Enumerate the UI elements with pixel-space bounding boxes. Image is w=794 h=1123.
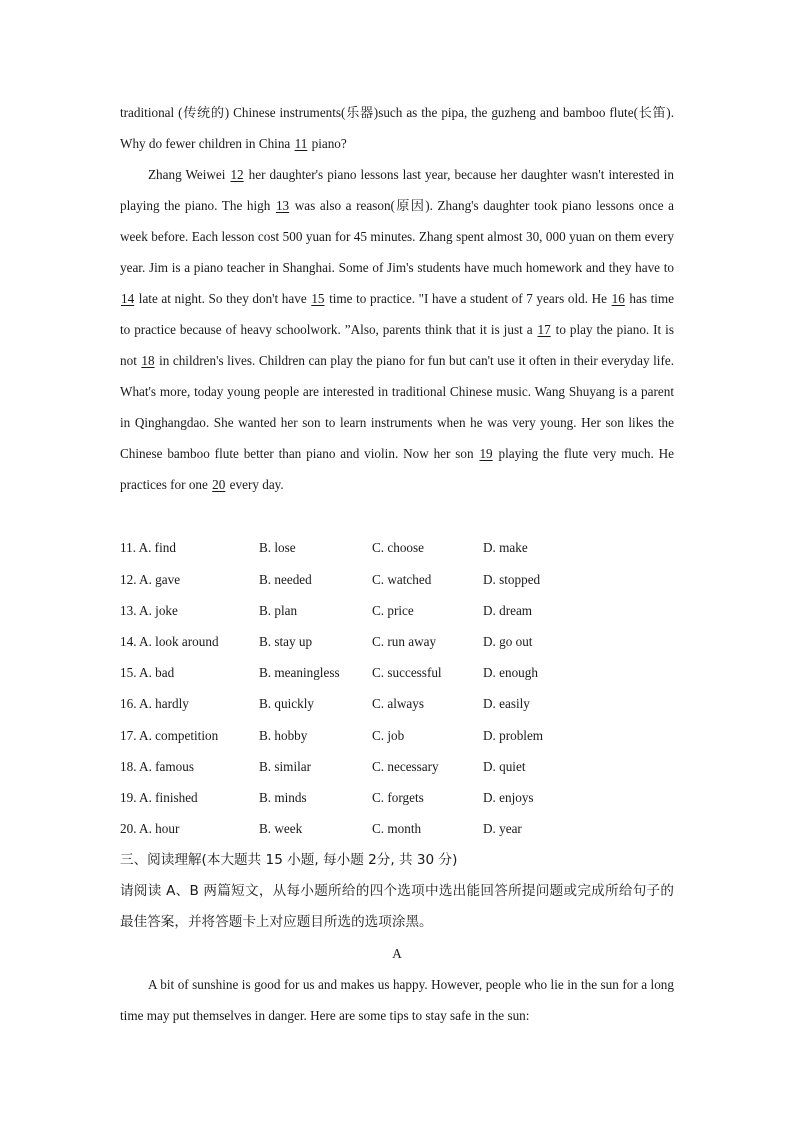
passage-text: playing the flute very much. He practices for one — [120, 446, 674, 492]
passage-text: time to practice. "I have a student of 7 years old. He — [325, 291, 611, 306]
option-a: 15. A. bad — [120, 665, 175, 680]
passage-text: her daughter's piano lessons last year, because her daughter wasn't interested in playing the piano. The high — [120, 167, 674, 213]
passage-text: Zhang Weiwei — [148, 167, 230, 182]
passage-text: every day. — [226, 477, 284, 492]
option-b: B. hobby — [259, 728, 308, 743]
blank-20: 20 — [212, 477, 226, 492]
option-a: 20. A. hour — [120, 821, 180, 836]
section-instruction: 请阅读 A、B 两篇短文，从每小题所给的四个选项中选出能回答所提问题或完成所给句子的最佳答案，并将答题卡上对应题目所选的选项涂黑。 — [120, 883, 674, 930]
option-a: 12. A. gave — [120, 572, 181, 587]
option-c: C. price — [372, 603, 414, 618]
option-b: B. lose — [259, 540, 296, 555]
question-row — [120, 728, 674, 748]
option-b: B. minds — [259, 790, 307, 805]
option-d: D. enough — [483, 665, 538, 680]
passage-text: in children's lives. Children can play the piano for fun but can't use it often in their everyday life. What's more, today young people are interested in traditional Chinese music. Wang Shuyang is a parent in Qinghangdao. She wanted her son to learn instruments when he was very young. Her son likes the Chinese bamboo flute better than piano and violin. Now her son — [120, 353, 674, 461]
option-d: D. stopped — [483, 572, 541, 587]
question-row — [120, 696, 674, 716]
passage-label: A — [392, 946, 402, 961]
option-c: C. run away — [372, 634, 437, 649]
option-a: 19. A. finished — [120, 790, 198, 805]
blank-17: 17 — [537, 322, 551, 337]
question-row — [120, 572, 674, 592]
option-a: 16. A. hardly — [120, 696, 189, 711]
option-d: D. quiet — [483, 759, 526, 774]
question-row — [120, 634, 674, 654]
option-d: D. problem — [483, 728, 544, 743]
option-d: D. year — [483, 821, 522, 836]
blank-13: 13 — [275, 198, 290, 213]
option-c: C. watched — [372, 572, 432, 587]
passage-text: piano? — [308, 136, 347, 151]
option-c: C. successful — [372, 665, 442, 680]
blank-16: 16 — [611, 291, 625, 306]
question-row — [120, 540, 674, 560]
passage-text: has time to practice because of heavy schoolwork. ”Also, parents think that it is just a — [120, 291, 675, 337]
passage-text: traditional (传统的) Chinese instruments(乐器)such as the pipa, the guzheng and bamboo flute(长笛). Why do fewer children in China — [120, 105, 674, 151]
option-c: C. always — [372, 696, 425, 711]
option-b: B. quickly — [259, 696, 314, 711]
option-c: C. month — [372, 821, 422, 836]
question-row — [120, 665, 674, 685]
option-c: C. job — [372, 728, 405, 743]
option-a: 18. A. famous — [120, 759, 194, 774]
passage-text: was also a reason(原因). Zhang's daughter took piano lessons once a week before. Each lesson cost 500 yuan for 45 minutes. Zhang spent almost 30, 000 yuan on them every year. Jim is a piano teacher in Shanghai. Some of Jim's students have much homework and they have to — [120, 198, 674, 275]
option-b: B. needed — [259, 572, 312, 587]
option-b: B. plan — [259, 603, 298, 618]
passage-paragraph-2 — [120, 159, 674, 500]
passage-text: to play the piano. It is not — [120, 322, 674, 368]
blank-18: 18 — [141, 353, 155, 368]
passage-continuation — [120, 97, 674, 159]
option-a: 13. A. joke — [120, 603, 178, 618]
option-d: D. make — [483, 540, 528, 555]
option-c: C. choose — [372, 540, 425, 555]
option-d: D. dream — [483, 603, 533, 618]
option-b: B. similar — [259, 759, 312, 774]
option-d: D. easily — [483, 696, 530, 711]
question-row — [120, 790, 674, 810]
passage-a-paragraph: A bit of sunshine is good for us and makes us happy. However, people who lie in the sun for a long time may put themselves in danger. Here are some tips to stay safe in the sun: — [120, 977, 674, 1023]
passage-text: late at night. So they don't have — [135, 291, 311, 306]
blank-14: 14 — [121, 291, 135, 306]
blank-19: 19 — [479, 446, 493, 461]
question-row — [120, 821, 674, 841]
option-a: 14. A. look around — [120, 634, 219, 649]
option-b: B. meaningless — [259, 665, 340, 680]
section-heading: 三、阅读理解(本大题共 15 小题, 每小题 2分, 共 30 分) — [120, 852, 458, 868]
blank-12: 12 — [230, 167, 244, 182]
option-d: D. go out — [483, 634, 533, 649]
option-a: 17. A. competition — [120, 728, 219, 743]
question-row — [120, 759, 674, 779]
option-b: B. week — [259, 821, 303, 836]
blank-15: 15 — [311, 291, 325, 306]
blank-11: 11 — [294, 136, 308, 151]
question-row — [120, 603, 674, 623]
option-a: 11. A. find — [120, 540, 176, 555]
option-c: C. necessary — [372, 759, 439, 774]
option-b: B. stay up — [259, 634, 313, 649]
option-d: D. enjoys — [483, 790, 534, 805]
option-c: C. forgets — [372, 790, 424, 805]
